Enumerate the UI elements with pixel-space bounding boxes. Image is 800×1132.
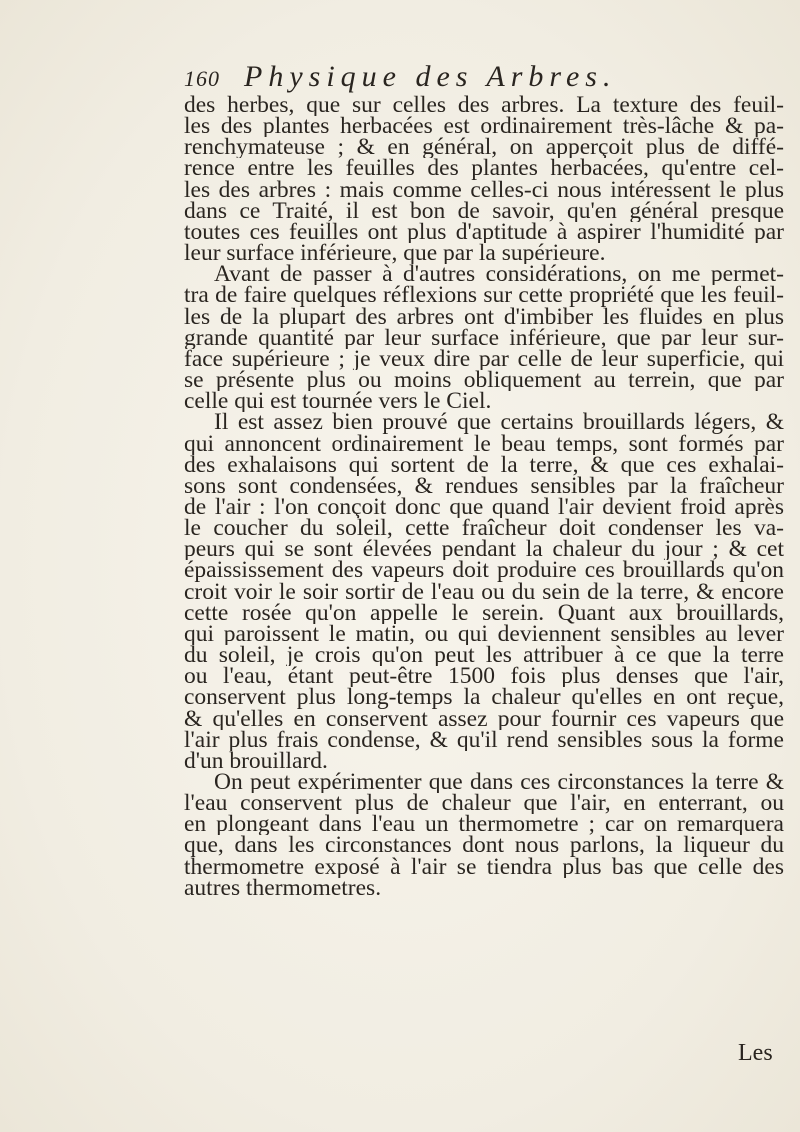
text-line: les des arbres : mais comme celles-ci nous intéressent le plus (184, 179, 784, 201)
running-title: Physique des Arbres. (244, 60, 617, 93)
body-text (184, 95, 784, 899)
text-line: leur surface inférieure, que par la supérieure. (184, 243, 606, 265)
text-line: des exhalaisons qui sortent de la terre, & que ces exhalai- (184, 454, 784, 476)
text-line: celle qui est tournée vers le Ciel. (184, 391, 492, 413)
text-line: & qu'elles en conservent assez pour fournir ces vapeurs que (184, 708, 784, 730)
text-line: qui annoncent ordinairement le beau temps, sont formés par (184, 433, 784, 455)
text-line: croit voir le soir sortir de l'eau ou du sein de la terre, & encore (184, 581, 784, 603)
catchword: Les (738, 1040, 773, 1066)
text-line: d'un brouillard. (184, 750, 328, 772)
text-line: épaississement des vapeurs doit produire ces brouillards qu'on (184, 560, 784, 582)
text-line: toutes ces feuilles ont plus d'aptitude à aspirer l'humidité par (184, 221, 784, 244)
text-line: cette rosée qu'on appelle le serein. Quant aux brouillards, (184, 602, 784, 624)
text-line: en plongeant dans l'eau un thermometre ; car on remarquera (184, 814, 784, 836)
text-line: l'air plus frais condense, & qu'il rend sensibles sous la forme (184, 729, 784, 751)
text-line: qui paroissent le matin, ou qui deviennent sensibles au lever (184, 623, 784, 646)
text-line: se présente plus ou moins obliquement au terrein, que par (184, 370, 784, 392)
paragraph (184, 95, 784, 264)
text-line: rence entre les feuilles des plantes herbacées, qu'entre cel- (184, 158, 784, 180)
text-line: de l'air : l'on conçoit donc que quand l'air devient froid après (184, 496, 784, 519)
text-line: les des plantes herbacées est ordinairement très-lâche & pa- (184, 116, 784, 138)
paragraph (184, 772, 784, 899)
text-line: des herbes, que sur celles des arbres. La texture des feuil- (184, 95, 784, 117)
text-line: grande quantité par leur surface inférieure, que par leur sur- (184, 327, 784, 349)
text-line: thermometre exposé à l'air se tiendra plus bas que celle des (184, 856, 784, 878)
text-line: face supérieure ; je veux dire par celle de leur superficie, qui (184, 348, 784, 371)
text-line: que, dans les circonstances dont nous parlons, la liqueur du (184, 835, 784, 857)
paragraph (184, 264, 784, 412)
page-header (184, 60, 654, 96)
text-line: peurs qui se sont élevées pendant la chaleur du jour ; & cet (184, 539, 784, 561)
text-line: dans ce Traité, il est bon de savoir, qu'en général presque (184, 200, 784, 222)
text-line: conservent plus long-temps la chaleur qu'elles en ont reçue, (184, 687, 784, 709)
text-line: tra de faire quelques réflexions sur cette propriété que les feuil- (184, 285, 784, 307)
text-line: On peut expérimenter que dans ces circonstances la terre & (214, 772, 784, 794)
text-line: l'eau conservent plus de chaleur que l'air, en enterrant, ou (184, 793, 784, 815)
text-line: sons sont condensées, & rendues sensibles par la fraîcheur (184, 475, 784, 497)
text-line: les de la plupart des arbres ont d'imbiber les fluides en plus (184, 306, 784, 328)
page-number: 160 (184, 66, 220, 91)
text-line: Il est assez bien prouvé que certains brouillards légers, & (214, 412, 784, 434)
text-line: autres thermometres. (184, 877, 382, 899)
text-line: renchymateuse ; & en général, on apperçoit plus de diffé- (184, 137, 784, 159)
text-line: du soleil, je crois qu'on peut les attribuer à ce que la terre (184, 645, 784, 667)
paragraph (184, 412, 784, 772)
text-line: Avant de passer à d'autres considérations, on me permet- (214, 264, 784, 286)
text-line: le coucher du soleil, cette fraîcheur doit condenser les va- (184, 518, 784, 540)
text-line: ou l'eau, étant peut-être 1500 fois plus denses que l'air, (184, 666, 784, 688)
